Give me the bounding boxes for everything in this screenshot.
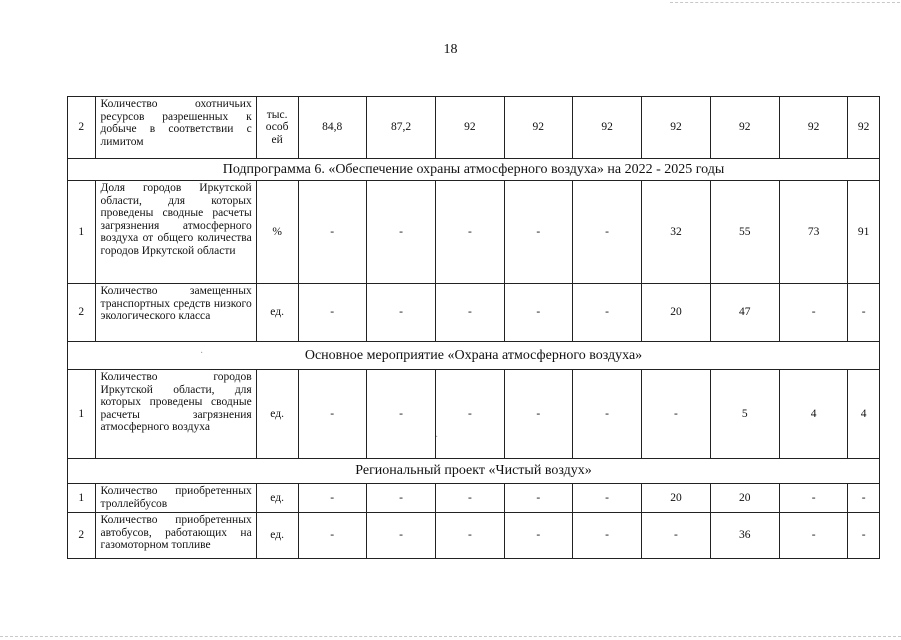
value-cell: 92 — [848, 97, 880, 159]
value-cell: 47 — [710, 284, 779, 342]
value-cell: 92 — [504, 97, 572, 159]
value-cell: - — [504, 513, 572, 559]
unit-cell: ед. — [256, 370, 298, 459]
section-heading: Основное мероприятие «Охрана атмосферного воздуха» — [68, 342, 880, 370]
table-row — [68, 97, 880, 159]
value-cell: 92 — [779, 97, 847, 159]
value-cell: - — [572, 370, 641, 459]
value-cell: - — [366, 513, 435, 559]
value-cell: 4 — [848, 370, 880, 459]
value-cell: - — [504, 284, 572, 342]
value-cell: - — [436, 484, 504, 513]
value-cell: 20 — [642, 484, 710, 513]
section-heading: Региональный проект «Чистый воздух» — [68, 459, 880, 484]
value-cell: 20 — [710, 484, 779, 513]
page-number: 18 — [443, 42, 458, 57]
value-cell: - — [504, 484, 572, 513]
value-cell: 84,8 — [298, 97, 366, 159]
value-cell: - — [298, 484, 366, 513]
value-cell: 5 — [710, 370, 779, 459]
value-cell: - — [504, 181, 572, 284]
indicators-table — [67, 96, 880, 559]
value-cell: 91 — [848, 181, 880, 284]
section-heading: Подпрограмма 6. «Обеспечение охраны атмосферного воздуха» на 2022 - 2025 годы — [68, 159, 880, 181]
table-row — [68, 370, 880, 459]
scan-artifact-bottom — [0, 636, 901, 637]
value-cell: 4 — [779, 370, 847, 459]
value-cell: - — [504, 370, 572, 459]
table-row — [68, 284, 880, 342]
value-cell: - — [848, 484, 880, 513]
value-cell: 36 — [710, 513, 779, 559]
value-cell: - — [572, 181, 641, 284]
value-cell: 73 — [779, 181, 847, 284]
section-heading-row — [68, 342, 880, 370]
scan-speck: · — [435, 432, 439, 443]
unit-cell: ед. — [256, 484, 298, 513]
value-cell: - — [436, 370, 504, 459]
indicator-name: Количество замещенных транспортных средств низкого экологического класса — [95, 284, 256, 342]
indicator-name: Доля городов Иркутской области, для которых проведены сводные расчеты загрязнения атмосферного воздуха от общего количества городов Иркутской области — [95, 181, 256, 284]
row-number: 2 — [68, 97, 96, 159]
indicator-name: Количество охотничьих ресурсов разрешенных к добыче в соответствии с лимитом — [95, 97, 256, 159]
value-cell: - — [572, 284, 641, 342]
value-cell: - — [779, 513, 847, 559]
value-cell: - — [779, 484, 847, 513]
value-cell: - — [848, 284, 880, 342]
value-cell: - — [298, 284, 366, 342]
row-number: 1 — [68, 484, 96, 513]
row-number: 1 — [68, 370, 96, 459]
value-cell: - — [298, 181, 366, 284]
row-number: 1 — [68, 181, 96, 284]
value-cell: 87,2 — [366, 97, 435, 159]
indicator-name: Количество городов Иркутской области, для которых проведены сводные расчеты загрязнения атмосферного воздуха — [95, 370, 256, 459]
value-cell: - — [298, 513, 366, 559]
unit-cell: ед. — [256, 513, 298, 559]
row-number: 2 — [68, 513, 96, 559]
table-row — [68, 181, 880, 284]
value-cell: - — [366, 181, 435, 284]
unit-cell: ед. — [256, 284, 298, 342]
value-cell: 92 — [710, 97, 779, 159]
value-cell: 32 — [642, 181, 710, 284]
table-row — [68, 484, 880, 513]
section-heading-row — [68, 459, 880, 484]
table-row — [68, 513, 880, 559]
section-heading-row — [68, 159, 880, 181]
value-cell: - — [436, 181, 504, 284]
value-cell: - — [366, 284, 435, 342]
row-number: 2 — [68, 284, 96, 342]
scan-artifact-top — [670, 2, 900, 3]
value-cell: 92 — [642, 97, 710, 159]
value-cell: - — [779, 284, 847, 342]
value-cell: - — [572, 484, 641, 513]
indicator-name: Количество приобретенных троллейбусов — [95, 484, 256, 513]
value-cell: - — [436, 513, 504, 559]
value-cell: 55 — [710, 181, 779, 284]
value-cell: - — [572, 513, 641, 559]
scan-speck: · — [200, 348, 204, 359]
value-cell: 20 — [642, 284, 710, 342]
value-cell: - — [848, 513, 880, 559]
value-cell: - — [436, 284, 504, 342]
unit-cell: тыс. особ ей — [256, 97, 298, 159]
value-cell: - — [366, 370, 435, 459]
unit-cell: % — [256, 181, 298, 284]
value-cell: - — [642, 370, 710, 459]
value-cell: 92 — [572, 97, 641, 159]
value-cell: - — [642, 513, 710, 559]
indicator-name: Количество приобретенных автобусов, работающих на газомоторном топливе — [95, 513, 256, 559]
value-cell: - — [298, 370, 366, 459]
value-cell: 92 — [436, 97, 504, 159]
value-cell: - — [366, 484, 435, 513]
